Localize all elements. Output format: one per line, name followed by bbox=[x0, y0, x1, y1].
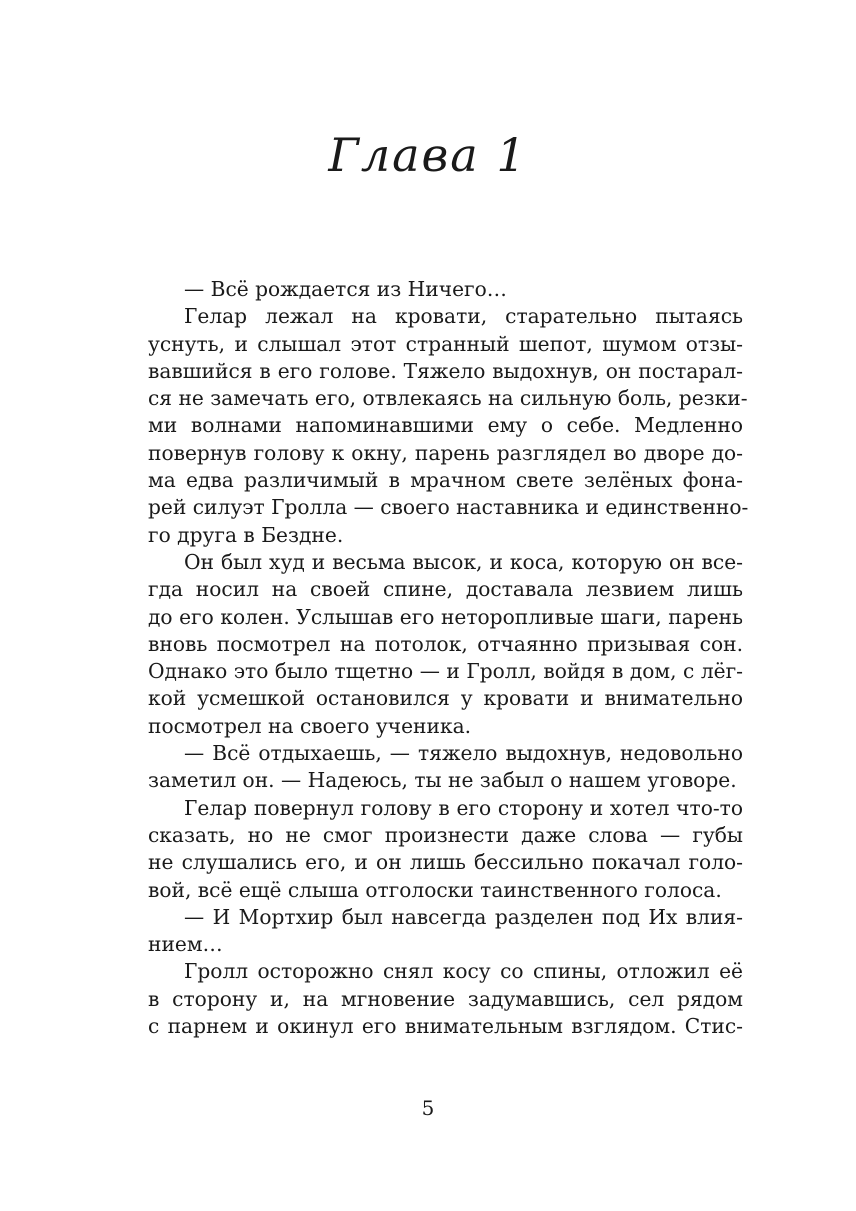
text-line: Гролл осторожно снял косу со спины, отложил её bbox=[184, 959, 743, 984]
text-line: посмотрел на своего ученика. bbox=[148, 713, 472, 738]
text-line: ся не замечать его, отвлекаясь на сильную боль, резки- bbox=[148, 386, 748, 411]
text-line: Однако это было тщетно — и Гролл, войдя в дом, с лёг- bbox=[148, 659, 743, 684]
text-line: — Всё отдыхаешь, — тяжело выдохнув, недовольно bbox=[184, 741, 743, 766]
chapter-body-text bbox=[148, 276, 749, 1040]
text-line: до его колен. Услышав его неторопливые шаги, парень bbox=[148, 604, 743, 629]
text-line: ма едва различимый в мрачном свете зелёных фона- bbox=[148, 468, 743, 493]
text-line: уснуть, и слышал этот странный шепот, шумом отзы- bbox=[148, 331, 743, 356]
text-line: не слушались его, и он лишь бессильно покачал голо- bbox=[148, 850, 743, 875]
text-line: сказать, но не смог произнести даже слова — губы bbox=[148, 822, 743, 847]
text-line: ми волнами напоминавшими ему о себе. Медленно bbox=[148, 413, 743, 438]
text-line: Гелар повернул голову в его сторону и хотел что-то bbox=[184, 795, 743, 820]
text-line: — Всё рождается из Ничего… bbox=[184, 277, 507, 301]
text-line: вавшийся в его голове. Тяжело выдохнув, он постарал- bbox=[148, 358, 743, 383]
text-line: повернув голову к окну, парень разглядел во дворе до- bbox=[148, 440, 743, 465]
text-line: Он был худ и весьма высок, и коса, которую он все- bbox=[184, 549, 743, 574]
text-line: вновь посмотрел на потолок, отчаянно призывая сон. bbox=[148, 631, 743, 656]
text-line: в сторону и, на мгновение задумавшись, сел рядом bbox=[148, 986, 743, 1011]
text-line: заметил он. — Надеюсь, ты не забыл о нашем уговоре. bbox=[148, 768, 737, 793]
text-line: рей силуэт Гролла — своего наставника и единственно- bbox=[148, 495, 749, 520]
chapter-title: Глава 1 bbox=[328, 128, 528, 182]
text-line: го друга в Бездне. bbox=[148, 522, 344, 547]
text-line: нием… bbox=[148, 932, 223, 957]
page-number: 5 bbox=[421, 1096, 435, 1120]
text-line: Гелар лежал на кровати, старательно пытаясь bbox=[184, 304, 743, 329]
text-line: кой усмешкой остановился у кровати и внимательно bbox=[148, 686, 743, 711]
text-line: — И Мортхир был навсегда разделен под Их влия- bbox=[184, 904, 743, 929]
text-line: вой, всё ещё слыша отголоски таинственного голоса. bbox=[148, 877, 722, 902]
text-line: гда носил на своей спине, доставала лезвием лишь bbox=[148, 577, 743, 602]
text-line: с парнем и окинул его внимательным взглядом. Стис- bbox=[148, 1014, 743, 1039]
